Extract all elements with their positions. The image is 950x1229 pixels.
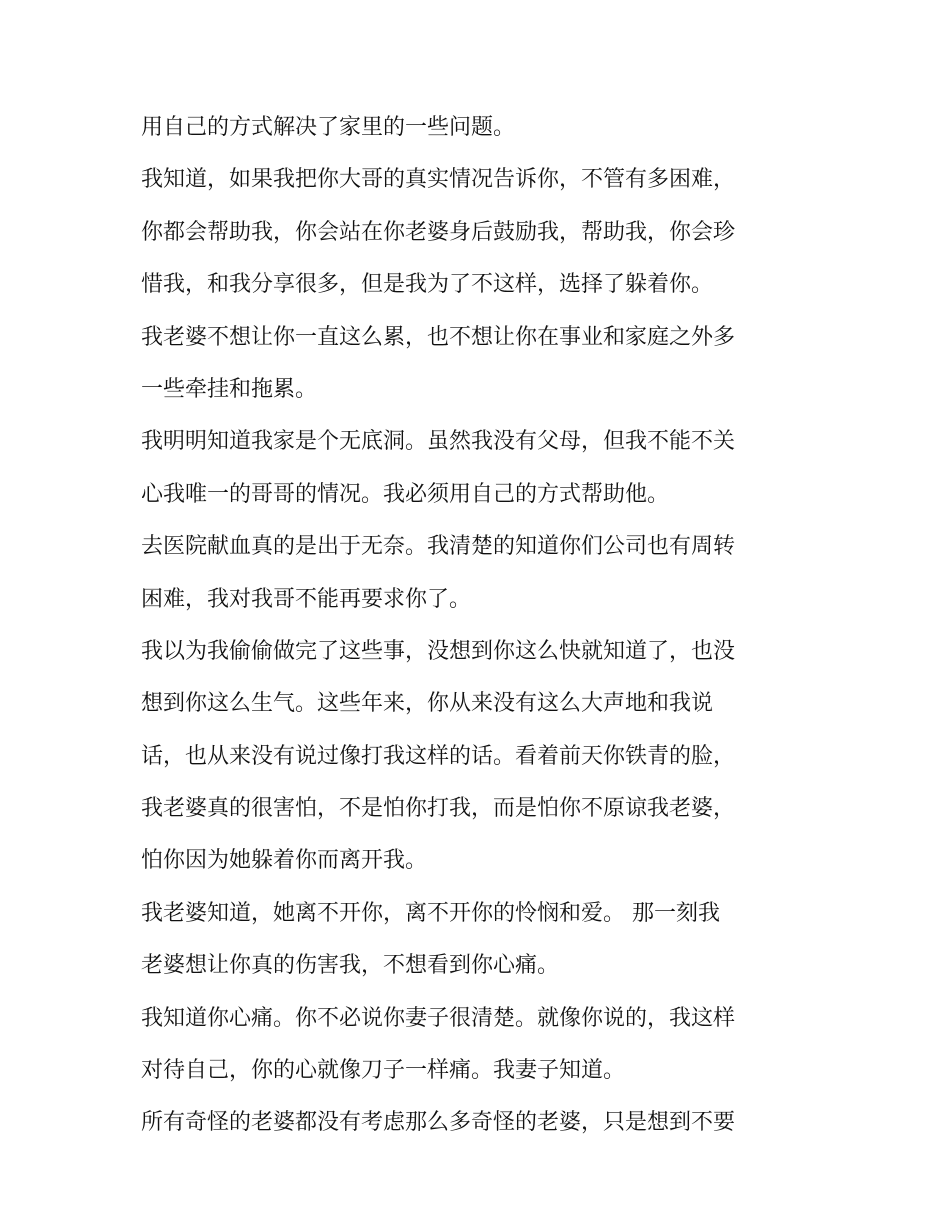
text-line: 怕你因为她躲着你而离开我。 bbox=[141, 848, 428, 874]
text-line: 我老婆不想让你一直这么累，也不想让你在事业和家庭之外多 bbox=[141, 324, 736, 350]
document-body bbox=[141, 109, 821, 1157]
text-line: 你都会帮助我，你会站在你老婆身后鼓励我，帮助我，你会珍 bbox=[141, 219, 736, 245]
text-line: 一些牵挂和拖累。 bbox=[141, 376, 318, 402]
text-line: 用自己的方式解决了家里的一些问题。 bbox=[141, 115, 516, 140]
text-line: 困难，我对我哥不能再要求你了。 bbox=[141, 586, 472, 612]
text-line: 心我唯一的哥哥的情况。我必须用自己的方式帮助他。 bbox=[141, 481, 670, 507]
text-line: 我知道，如果我把你大哥的真实情况告诉你，不管有多困难， bbox=[141, 167, 736, 193]
text-line: 我老婆真的很害怕，不是怕你打我，而是怕你不原谅我老婆， bbox=[141, 796, 736, 822]
text-line: 惜我，和我分享很多，但是我为了不这样，选择了躲着你。 bbox=[141, 272, 714, 298]
text-line: 老婆想让你真的伤害我，不想看到你心痛。 bbox=[141, 953, 560, 979]
text-line: 去医院献血真的是出于无奈。我清楚的知道你们公司也有周转 bbox=[141, 534, 736, 560]
text-line: 话，也从来没有说过像打我这样的话。看着前天你铁青的脸， bbox=[141, 743, 736, 769]
text-line: 我知道你心痛。你不必说你妻子很清楚。就像你说的，我这样 bbox=[141, 1005, 736, 1031]
text-line: 我明明知道我家是个无底洞。虽然我没有父母，但我不能不关 bbox=[141, 429, 736, 455]
text-line: 我以为我偷偷做完了这些事，没想到你这么快就知道了，也没 bbox=[141, 638, 736, 664]
text-line: 想到你这么生气。这些年来，你从来没有这么大声地和我说 bbox=[141, 691, 714, 717]
text-line: 所有奇怪的老婆都没有考虑那么多奇怪的老婆，只是想到不要 bbox=[141, 1110, 736, 1136]
text-line: 我老婆知道，她离不开你，离不开你的怜悯和爱。 那一刻我 bbox=[141, 900, 720, 926]
text-line: 对待自己，你的心就像刀子一样痛。我妻子知道。 bbox=[141, 1058, 626, 1084]
